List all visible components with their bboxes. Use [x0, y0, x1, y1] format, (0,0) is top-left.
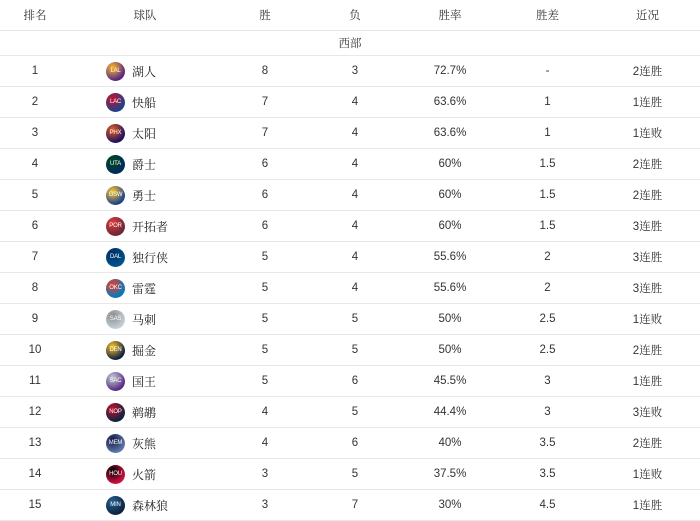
cell-team[interactable] — [70, 428, 220, 459]
team-name: 勇士 — [132, 188, 157, 203]
cell-win-pct: 63.6% — [400, 118, 500, 149]
team-name: 快船 — [132, 95, 157, 110]
cell-recent: 2连胜 — [595, 180, 700, 211]
team-name: 爵士 — [132, 157, 157, 172]
team-logo-icon: LAC — [106, 93, 125, 112]
team-cell[interactable] — [70, 496, 220, 515]
team-logo-icon: UTA — [106, 155, 125, 174]
team-cell[interactable] — [70, 93, 220, 112]
cell-rank: 1 — [0, 56, 70, 87]
cell-recent: 1连败 — [595, 304, 700, 335]
cell-team[interactable] — [70, 211, 220, 242]
cell-win-pct: 63.6% — [400, 87, 500, 118]
table-row[interactable] — [0, 180, 700, 211]
cell-wins: 8 — [220, 56, 310, 87]
cell-games-behind: 2.5 — [500, 335, 595, 366]
cell-recent: 1连胜 — [595, 490, 700, 521]
cell-wins: 4 — [220, 397, 310, 428]
team-name: 森林狼 — [132, 498, 169, 513]
team-logo-icon: SAC — [106, 372, 125, 391]
cell-team[interactable] — [70, 304, 220, 335]
cell-games-behind: 1 — [500, 87, 595, 118]
cell-losses: 7 — [310, 490, 400, 521]
team-name: 独行侠 — [132, 250, 169, 265]
cell-win-pct: 72.7% — [400, 56, 500, 87]
cell-losses: 4 — [310, 149, 400, 180]
cell-losses: 3 — [310, 56, 400, 87]
team-cell[interactable] — [70, 434, 220, 453]
team-logo-icon: MIN — [106, 496, 125, 515]
column-header-wins: 胜 — [220, 0, 310, 31]
cell-recent: 2连胜 — [595, 56, 700, 87]
cell-rank: 7 — [0, 242, 70, 273]
team-logo-icon: LAL — [106, 62, 125, 81]
table-header — [0, 0, 700, 31]
team-cell[interactable] — [70, 186, 220, 205]
cell-losses: 4 — [310, 87, 400, 118]
cell-team[interactable] — [70, 397, 220, 428]
cell-games-behind: 3 — [500, 366, 595, 397]
cell-wins: 4 — [220, 428, 310, 459]
table-row[interactable] — [0, 490, 700, 521]
cell-wins: 7 — [220, 118, 310, 149]
team-cell[interactable] — [70, 155, 220, 174]
cell-recent: 3连胜 — [595, 211, 700, 242]
cell-recent: 3连胜 — [595, 242, 700, 273]
cell-rank: 4 — [0, 149, 70, 180]
team-cell[interactable] — [70, 465, 220, 484]
header-row — [0, 0, 700, 31]
cell-team[interactable] — [70, 56, 220, 87]
team-name: 马刺 — [132, 312, 157, 327]
cell-games-behind: 3.5 — [500, 459, 595, 490]
cell-win-pct: 60% — [400, 211, 500, 242]
cell-win-pct: 37.5% — [400, 459, 500, 490]
cell-games-behind: 1.5 — [500, 211, 595, 242]
cell-win-pct: 40% — [400, 428, 500, 459]
team-name: 国王 — [132, 374, 157, 389]
team-name: 灰熊 — [132, 436, 157, 451]
cell-team[interactable] — [70, 459, 220, 490]
cell-team[interactable] — [70, 242, 220, 273]
table-row[interactable] — [0, 335, 700, 366]
cell-wins: 6 — [220, 180, 310, 211]
cell-wins: 5 — [220, 273, 310, 304]
cell-losses: 4 — [310, 242, 400, 273]
cell-win-pct: 50% — [400, 304, 500, 335]
team-logo-icon: PHX — [106, 124, 125, 143]
cell-games-behind: 2 — [500, 242, 595, 273]
cell-games-behind: 2 — [500, 273, 595, 304]
cell-games-behind: 1.5 — [500, 149, 595, 180]
table-row[interactable] — [0, 366, 700, 397]
cell-team[interactable] — [70, 118, 220, 149]
cell-losses: 4 — [310, 118, 400, 149]
cell-losses: 6 — [310, 366, 400, 397]
cell-losses: 4 — [310, 180, 400, 211]
table-row[interactable] — [0, 118, 700, 149]
cell-recent: 1连败 — [595, 459, 700, 490]
cell-wins: 5 — [220, 366, 310, 397]
cell-games-behind: 3.5 — [500, 428, 595, 459]
cell-team[interactable] — [70, 87, 220, 118]
table-row[interactable] — [0, 242, 700, 273]
cell-recent: 1连败 — [595, 118, 700, 149]
cell-rank: 10 — [0, 335, 70, 366]
cell-recent: 2连胜 — [595, 428, 700, 459]
cell-recent: 1连胜 — [595, 87, 700, 118]
column-header-team: 球队 — [70, 0, 220, 31]
column-header-win-pct: 胜率 — [400, 0, 500, 31]
team-name: 开拓者 — [132, 219, 169, 234]
team-logo-icon: POR — [106, 217, 125, 236]
column-header-rank: 排名 — [0, 0, 70, 31]
cell-win-pct: 45.5% — [400, 366, 500, 397]
table-row[interactable] — [0, 56, 700, 87]
team-logo-icon: NOP — [106, 403, 125, 422]
team-cell[interactable] — [70, 341, 220, 360]
cell-games-behind: 4.5 — [500, 490, 595, 521]
team-cell[interactable] — [70, 372, 220, 391]
column-header-games-behind: 胜差 — [500, 0, 595, 31]
column-header-losses: 负 — [310, 0, 400, 31]
cell-rank: 2 — [0, 87, 70, 118]
cell-rank: 12 — [0, 397, 70, 428]
table-body — [0, 31, 700, 521]
table-row[interactable] — [0, 459, 700, 490]
team-name: 太阳 — [132, 126, 157, 141]
cell-wins: 3 — [220, 490, 310, 521]
team-logo-icon: HOU — [106, 465, 125, 484]
cell-team[interactable] — [70, 273, 220, 304]
team-name: 雷霆 — [132, 281, 157, 296]
table-row[interactable] — [0, 273, 700, 304]
cell-games-behind: 1 — [500, 118, 595, 149]
cell-team[interactable] — [70, 180, 220, 211]
team-cell[interactable] — [70, 62, 220, 81]
cell-wins: 5 — [220, 304, 310, 335]
cell-wins: 3 — [220, 459, 310, 490]
cell-losses: 6 — [310, 428, 400, 459]
cell-rank: 11 — [0, 366, 70, 397]
cell-rank: 5 — [0, 180, 70, 211]
table-row[interactable] — [0, 149, 700, 180]
cell-losses: 5 — [310, 459, 400, 490]
cell-team[interactable] — [70, 490, 220, 521]
team-cell[interactable] — [70, 248, 220, 267]
team-logo-icon: MEM — [106, 434, 125, 453]
cell-win-pct: 50% — [400, 335, 500, 366]
cell-losses: 4 — [310, 273, 400, 304]
team-logo-icon: DAL — [106, 248, 125, 267]
table-row[interactable] — [0, 211, 700, 242]
cell-team[interactable] — [70, 335, 220, 366]
team-logo-icon: OKC — [106, 279, 125, 298]
team-cell[interactable] — [70, 310, 220, 329]
team-logo-icon: SAS — [106, 310, 125, 329]
team-name: 鹈鹕 — [132, 405, 157, 420]
cell-losses: 5 — [310, 335, 400, 366]
table-row[interactable] — [0, 397, 700, 428]
cell-win-pct: 55.6% — [400, 242, 500, 273]
cell-win-pct: 60% — [400, 180, 500, 211]
cell-win-pct: 60% — [400, 149, 500, 180]
cell-wins: 7 — [220, 87, 310, 118]
team-logo-icon: GSW — [106, 186, 125, 205]
cell-win-pct: 30% — [400, 490, 500, 521]
cell-losses: 5 — [310, 304, 400, 335]
conference-label-row — [0, 31, 700, 56]
cell-recent: 1连胜 — [595, 366, 700, 397]
cell-win-pct: 55.6% — [400, 273, 500, 304]
cell-rank: 6 — [0, 211, 70, 242]
table-row[interactable] — [0, 87, 700, 118]
cell-wins: 5 — [220, 242, 310, 273]
cell-games-behind: - — [500, 56, 595, 87]
cell-wins: 6 — [220, 211, 310, 242]
team-cell[interactable] — [70, 124, 220, 143]
team-cell[interactable] — [70, 403, 220, 422]
cell-games-behind: 3 — [500, 397, 595, 428]
team-name: 火箭 — [132, 467, 157, 482]
table-row[interactable] — [0, 428, 700, 459]
cell-rank: 14 — [0, 459, 70, 490]
cell-recent: 3连败 — [595, 397, 700, 428]
table-row[interactable] — [0, 304, 700, 335]
cell-rank: 15 — [0, 490, 70, 521]
team-name: 湖人 — [132, 64, 157, 79]
cell-rank: 9 — [0, 304, 70, 335]
cell-recent: 2连胜 — [595, 335, 700, 366]
cell-rank: 3 — [0, 118, 70, 149]
team-cell[interactable] — [70, 279, 220, 298]
cell-team[interactable] — [70, 366, 220, 397]
cell-team[interactable] — [70, 149, 220, 180]
cell-losses: 5 — [310, 397, 400, 428]
cell-wins: 6 — [220, 149, 310, 180]
conference-label: 西部 — [0, 31, 700, 56]
cell-rank: 8 — [0, 273, 70, 304]
cell-games-behind: 2.5 — [500, 304, 595, 335]
team-name: 掘金 — [132, 343, 157, 358]
column-header-recent: 近况 — [595, 0, 700, 31]
cell-win-pct: 44.4% — [400, 397, 500, 428]
team-logo-icon: DEN — [106, 341, 125, 360]
cell-rank: 13 — [0, 428, 70, 459]
cell-recent: 3连胜 — [595, 273, 700, 304]
cell-recent: 2连胜 — [595, 149, 700, 180]
cell-wins: 5 — [220, 335, 310, 366]
cell-losses: 4 — [310, 211, 400, 242]
cell-games-behind: 1.5 — [500, 180, 595, 211]
team-cell[interactable] — [70, 217, 220, 236]
